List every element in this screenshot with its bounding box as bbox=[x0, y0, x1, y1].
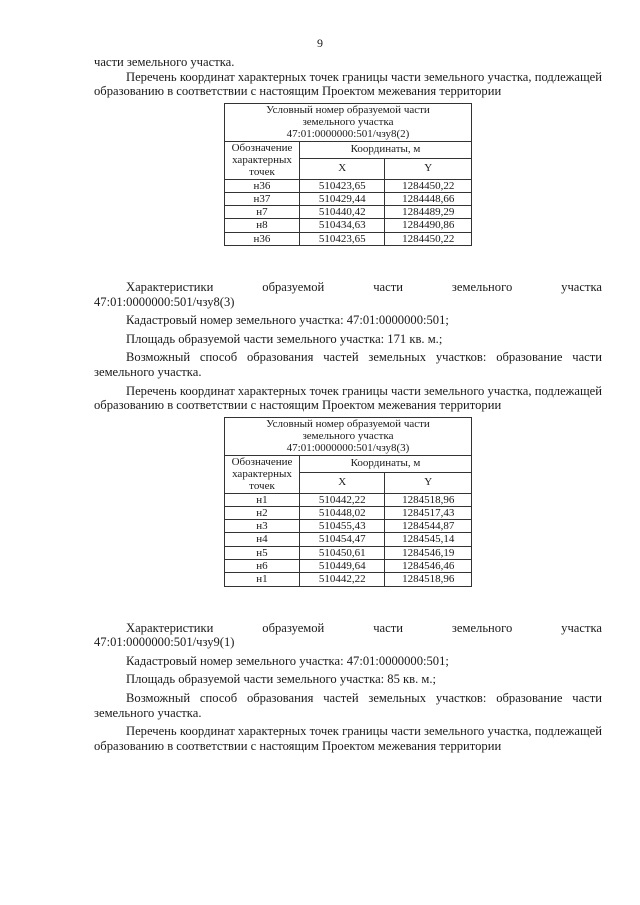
y-value: 1284489,29 bbox=[385, 206, 472, 219]
characteristics-line-3: Характеристики образуемой части земельного участка bbox=[126, 620, 602, 635]
page-content bbox=[94, 55, 602, 753]
coords-header: Координаты, м bbox=[299, 455, 471, 472]
x-value: 510442,22 bbox=[299, 493, 385, 506]
table-row bbox=[225, 520, 472, 533]
designation-header: Обозначение характерных точек bbox=[225, 141, 300, 179]
y-value: 1284545,14 bbox=[385, 533, 472, 546]
point-label: н1 bbox=[225, 573, 300, 586]
point-label: н36 bbox=[225, 179, 300, 192]
table1-code: 47:01:0000000:501/чзу8(2) bbox=[286, 128, 410, 141]
characteristics-line-2: Характеристики образуемой части земельного участка bbox=[126, 280, 602, 295]
intro-tail: части земельного участка. bbox=[94, 55, 235, 69]
point-label: н5 bbox=[225, 546, 300, 559]
x-value: 510442,22 bbox=[299, 573, 385, 586]
designation-header: Обозначение характерных точек bbox=[225, 455, 300, 493]
x-header: X bbox=[299, 472, 385, 493]
caption-line-2: земельного участка bbox=[302, 116, 394, 129]
caption-line-2: земельного участка bbox=[302, 430, 394, 443]
table1-caption bbox=[225, 103, 472, 141]
caption-line-1: Условный номер образуемой части bbox=[266, 417, 430, 430]
list-heading-1: Перечень координат характерных точек границы части земельного участка, подлежащей образованию в соответствии с настоящим Проектом межевания территории bbox=[94, 69, 602, 99]
table-row bbox=[225, 493, 472, 506]
point-label: н1 bbox=[225, 493, 300, 506]
table1-body bbox=[225, 179, 472, 245]
x-value: 510434,63 bbox=[299, 219, 385, 232]
x-value: 510455,43 bbox=[299, 520, 385, 533]
point-label: н2 bbox=[225, 506, 300, 519]
cadastral-number-2: Кадастровый номер земельного участка: 47:01:0000000:501; bbox=[126, 313, 449, 328]
point-label: н4 bbox=[225, 533, 300, 546]
x-value: 510423,65 bbox=[299, 179, 385, 192]
table2-code: 47:01:0000000:501/чзу8(3) bbox=[286, 442, 410, 455]
table-row bbox=[225, 560, 472, 573]
list-heading-3: Перечень координат характерных точек границы части земельного участка, подлежащей образованию в соответствии с настоящим Проектом межевания территории bbox=[94, 724, 602, 753]
table-row bbox=[225, 506, 472, 519]
table-row bbox=[225, 192, 472, 205]
table2-caption bbox=[225, 417, 472, 455]
coordinates-table-2 bbox=[224, 417, 472, 587]
point-label: н6 bbox=[225, 560, 300, 573]
characteristics-code-2: 47:01:0000000:501/чзу8(3) bbox=[94, 294, 235, 309]
table-row bbox=[225, 546, 472, 559]
y-value: 1284450,22 bbox=[385, 179, 472, 192]
cadastral-number-3: Кадастровый номер земельного участка: 47:01:0000000:501; bbox=[126, 653, 449, 668]
y-header: Y bbox=[385, 158, 472, 179]
point-label: н3 bbox=[225, 520, 300, 533]
y-value: 1284518,96 bbox=[385, 573, 472, 586]
table-row bbox=[225, 232, 472, 245]
area-3: Площадь образуемой части земельного участка: 85 кв. м.; bbox=[126, 672, 437, 687]
y-value: 1284544,87 bbox=[385, 520, 472, 533]
table-row bbox=[225, 219, 472, 232]
y-value: 1284517,43 bbox=[385, 506, 472, 519]
formation-method-3: Возможный способ образования частей земельных участков: образование части земельного участка. bbox=[94, 691, 602, 720]
table-row bbox=[225, 206, 472, 219]
point-label: н37 bbox=[225, 192, 300, 205]
formation-method-2: Возможный способ образования частей земельных участков: образование части земельного участка. bbox=[94, 350, 602, 380]
coordinates-table-1 bbox=[224, 103, 472, 246]
x-value: 510448,02 bbox=[299, 506, 385, 519]
x-value: 510449,64 bbox=[299, 560, 385, 573]
point-label: н8 bbox=[225, 219, 300, 232]
table-row bbox=[225, 573, 472, 586]
page-number: 9 bbox=[317, 36, 323, 50]
area-2: Площадь образуемой части земельного участка: 171 кв. м.; bbox=[126, 331, 443, 346]
y-header: Y bbox=[385, 472, 472, 493]
list-heading-2: Перечень координат характерных точек границы части земельного участка, подлежащей образованию в соответствии с настоящим Проектом межевания территории bbox=[94, 383, 602, 413]
table2-body bbox=[225, 493, 472, 586]
point-label: н7 bbox=[225, 206, 300, 219]
y-value: 1284546,46 bbox=[385, 560, 472, 573]
y-value: 1284490,86 bbox=[385, 219, 472, 232]
table-row bbox=[225, 179, 472, 192]
x-value: 510450,61 bbox=[299, 546, 385, 559]
y-value: 1284450,22 bbox=[385, 232, 472, 245]
y-value: 1284546,19 bbox=[385, 546, 472, 559]
x-header: X bbox=[299, 158, 385, 179]
characteristics-code-3: 47:01:0000000:501/чзу9(1) bbox=[94, 635, 235, 650]
point-label: н36 bbox=[225, 232, 300, 245]
x-value: 510429,44 bbox=[299, 192, 385, 205]
y-value: 1284448,66 bbox=[385, 192, 472, 205]
coords-header: Координаты, м bbox=[299, 141, 471, 158]
x-value: 510423,65 bbox=[299, 232, 385, 245]
x-value: 510454,47 bbox=[299, 533, 385, 546]
x-value: 510440,42 bbox=[299, 206, 385, 219]
caption-line-1: Условный номер образуемой части bbox=[266, 103, 430, 116]
y-value: 1284518,96 bbox=[385, 493, 472, 506]
table-row bbox=[225, 533, 472, 546]
